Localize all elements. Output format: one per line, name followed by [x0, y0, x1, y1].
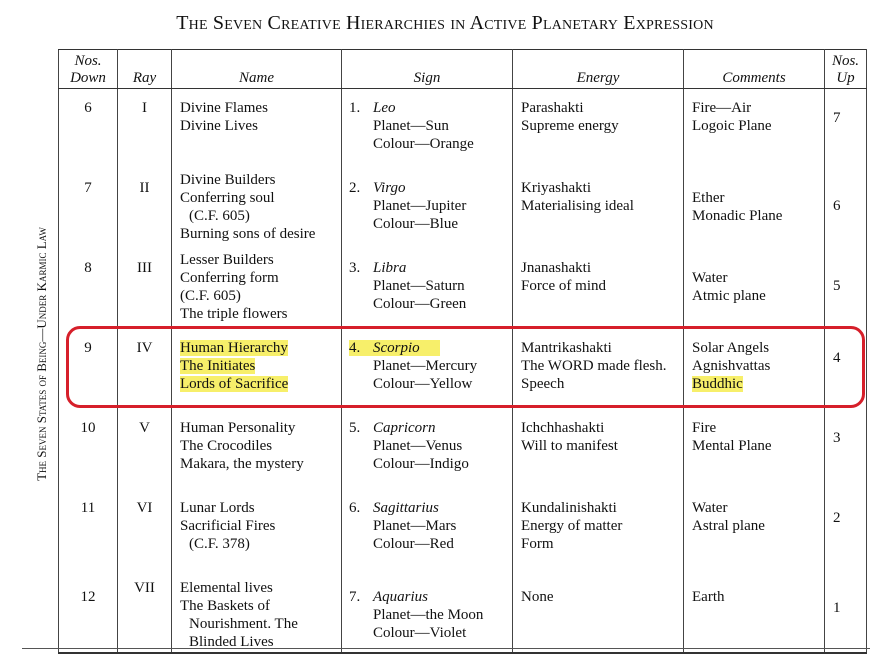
name-line: (C.F. 605) [180, 287, 241, 304]
name-line: Human Personality [180, 419, 296, 436]
energy-line: Parashakti [521, 100, 584, 116]
sign-line [349, 179, 512, 197]
name-line: Makara, the mystery [180, 455, 304, 472]
page-title: The Seven Creative Hierarchies in Active Planetary Expression [176, 12, 714, 34]
header-comments: Comments [684, 50, 825, 89]
planet-line: Planet—the Moon [373, 606, 484, 623]
nos-down-cell: 10 [59, 409, 118, 489]
planet-line: Planet—Venus [373, 437, 463, 454]
sign-name: Scorpio [373, 339, 420, 356]
energy-line: None [521, 588, 554, 605]
sign-line [349, 419, 512, 437]
sign-name: Sagittarius [373, 499, 439, 516]
energy-line: Kundalinishakti [521, 499, 617, 516]
colour-line: Colour—Blue [373, 215, 458, 232]
header-name: Name [172, 50, 342, 89]
header-nos-down-line1: Nos. [74, 53, 102, 69]
bottom-rule [22, 648, 870, 649]
comments-line: Water [692, 269, 728, 286]
name-cell [172, 249, 342, 329]
name-line: Conferring form [180, 269, 279, 286]
comments-cell [684, 569, 825, 653]
nos-up-cell [825, 249, 867, 329]
name-line: The Crocodiles [180, 437, 273, 454]
comments-highlight: Buddhic [692, 375, 743, 392]
energy-line: Will to manifest [521, 437, 618, 454]
planet-line: Planet—Jupiter [373, 197, 467, 214]
nos-down-cell: 8 [59, 249, 118, 329]
sign-number: 4. [349, 339, 361, 356]
sign-line [349, 99, 512, 117]
ray-cell: IV [118, 329, 172, 409]
colour-line: Colour—Violet [373, 624, 467, 641]
header-nos-down-line2: Down [70, 70, 106, 86]
ray-cell: VI [118, 489, 172, 569]
planet-line: Planet—Sun [373, 118, 449, 135]
comments-line: Fire—Air [692, 100, 752, 116]
colour-line: Colour—Green [373, 295, 467, 312]
ray-cell: V [118, 409, 172, 489]
name-line: Burning sons of desire [180, 226, 316, 243]
nos-up-value: 1 [833, 599, 841, 616]
nos-up-value: 7 [833, 110, 841, 126]
comments-line: Water [692, 499, 728, 516]
table-row [59, 89, 867, 169]
side-label-container [32, 60, 52, 648]
sign-cell [342, 489, 513, 569]
nos-down-cell [59, 569, 118, 653]
name-line: (C.F. 378) [189, 535, 250, 552]
sign-number: 6. [349, 499, 361, 516]
comments-line: Mental Plane [692, 437, 772, 454]
nos-down-cell: 11 [59, 489, 118, 569]
header-row [59, 50, 867, 89]
nos-up-value: 5 [833, 277, 841, 294]
name-line: The Baskets of [180, 597, 270, 614]
ray-cell: III [118, 249, 172, 329]
energy-cell [513, 249, 684, 329]
nos-up-value: 2 [833, 509, 841, 526]
highlight-annotation-box [66, 326, 865, 408]
energy-cell [513, 569, 684, 653]
colour-line: Colour—Red [373, 535, 454, 552]
table-row [59, 569, 867, 653]
comments-line: Monadic Plane [692, 207, 783, 224]
side-label: The Seven States of Being—Under Karmic Law [34, 227, 49, 481]
name-line: Elemental lives [180, 579, 273, 596]
sign-line [349, 499, 512, 517]
energy-line: Form [521, 535, 554, 552]
ray-cell: II [118, 169, 172, 249]
comments-line: Atmic plane [692, 287, 766, 304]
header-nos-up [825, 50, 867, 89]
nos-up-cell [825, 409, 867, 489]
name-highlight: Human Hierarchy [180, 339, 288, 356]
energy-cell [513, 89, 684, 169]
header-nos-up-line2: Up [836, 70, 855, 86]
header-ray: Ray [118, 50, 172, 89]
ray-cell: I [118, 89, 172, 169]
table-row [59, 169, 867, 249]
sign-cell [342, 169, 513, 249]
name-cell [172, 89, 342, 169]
sign-number: 5. [349, 419, 361, 436]
energy-line: Ichchhashakti [521, 419, 605, 436]
sign-cell [342, 569, 513, 653]
name-line: (C.F. 605) [189, 207, 250, 224]
sign-name: Virgo [373, 179, 406, 196]
comments-line: Solar Angels [692, 339, 770, 356]
energy-cell [513, 409, 684, 489]
nos-up-cell [825, 489, 867, 569]
comments-cell [684, 89, 825, 169]
table-row [59, 409, 867, 489]
header-sign: Sign [342, 50, 513, 89]
table-row [59, 489, 867, 569]
name-line: Sacrificial Fires [180, 517, 276, 534]
ray-cell: VII [118, 569, 172, 653]
energy-cell [513, 169, 684, 249]
comments-cell [684, 249, 825, 329]
energy-line: Supreme energy [521, 118, 619, 135]
name-highlight: Lords of Sacrifice [180, 375, 289, 392]
sign-line [349, 579, 512, 606]
sign-number: 2. [349, 179, 361, 196]
nos-up-cell [825, 169, 867, 249]
comments-line: Logoic Plane [692, 118, 772, 135]
table-row [59, 249, 867, 329]
energy-cell [513, 489, 684, 569]
name-line: Nourishment. The [189, 615, 298, 632]
nos-up-value: 3 [833, 429, 841, 446]
name-cell [172, 569, 342, 653]
comments-line: Fire [692, 419, 717, 436]
nos-down-cell: 7 [59, 169, 118, 249]
sign-number: 1. [349, 100, 361, 116]
sign-cell [342, 89, 513, 169]
name-cell [172, 169, 342, 249]
sign-number: 7. [349, 588, 361, 605]
colour-line: Colour—Orange [373, 136, 474, 153]
name-line: Conferring soul [180, 189, 275, 206]
comments-cell [684, 169, 825, 249]
comments-line: Earth [692, 588, 725, 605]
energy-line: Materialising ideal [521, 197, 634, 214]
name-line: The triple flowers [180, 306, 288, 323]
sign-cell [342, 249, 513, 329]
colour-line: Colour—Yellow [373, 375, 473, 392]
name-line: Divine Flames [180, 100, 268, 116]
energy-line: The WORD made flesh. [521, 357, 667, 374]
planet-line: Planet—Mars [373, 517, 457, 534]
header-nos-up-line1: Nos. [831, 53, 860, 69]
planet-line: Planet—Saturn [373, 277, 465, 294]
nos-up-cell [825, 569, 867, 653]
nos-down-cell: 9 [59, 329, 118, 409]
comments-line: Agnishvattas [692, 357, 771, 374]
nos-up-cell [825, 89, 867, 169]
sign-number: 3. [349, 259, 361, 276]
name-line: Divine Builders [180, 171, 276, 188]
colour-line: Colour—Indigo [373, 455, 469, 472]
nos-up-value: 6 [833, 197, 841, 214]
sign-name: Libra [373, 259, 407, 276]
energy-line: Kriyashakti [521, 179, 591, 196]
header-energy: Energy [513, 50, 684, 89]
comments-cell [684, 409, 825, 489]
sign-name: Leo [373, 100, 396, 116]
energy-line: Speech [521, 375, 565, 392]
name-line: Divine Lives [180, 118, 258, 135]
name-line: Lunar Lords [180, 499, 255, 516]
name-cell [172, 489, 342, 569]
sign-cell [342, 409, 513, 489]
comments-line: Astral plane [692, 517, 765, 534]
name-line: Lesser Builders [180, 251, 274, 268]
sign-line [349, 259, 512, 277]
sign-name: Capricorn [373, 419, 436, 436]
name-highlight: The Initiates [180, 357, 256, 374]
energy-line: Energy of matter [521, 517, 623, 534]
energy-line: Force of mind [521, 277, 606, 294]
energy-line: Mantrikashakti [521, 339, 612, 356]
nos-down-value: 12 [80, 588, 96, 605]
nos-up-value: 4 [833, 349, 841, 366]
name-line: Blinded Lives [189, 634, 274, 651]
nos-down-cell: 6 [59, 89, 118, 169]
name-cell [172, 409, 342, 489]
sign-name: Aquarius [373, 588, 429, 605]
comments-cell [684, 489, 825, 569]
header-nos-down [59, 50, 118, 89]
planet-line: Planet—Mercury [373, 357, 478, 374]
comments-line: Ether [692, 189, 725, 206]
energy-line: Jnanashakti [521, 259, 591, 276]
